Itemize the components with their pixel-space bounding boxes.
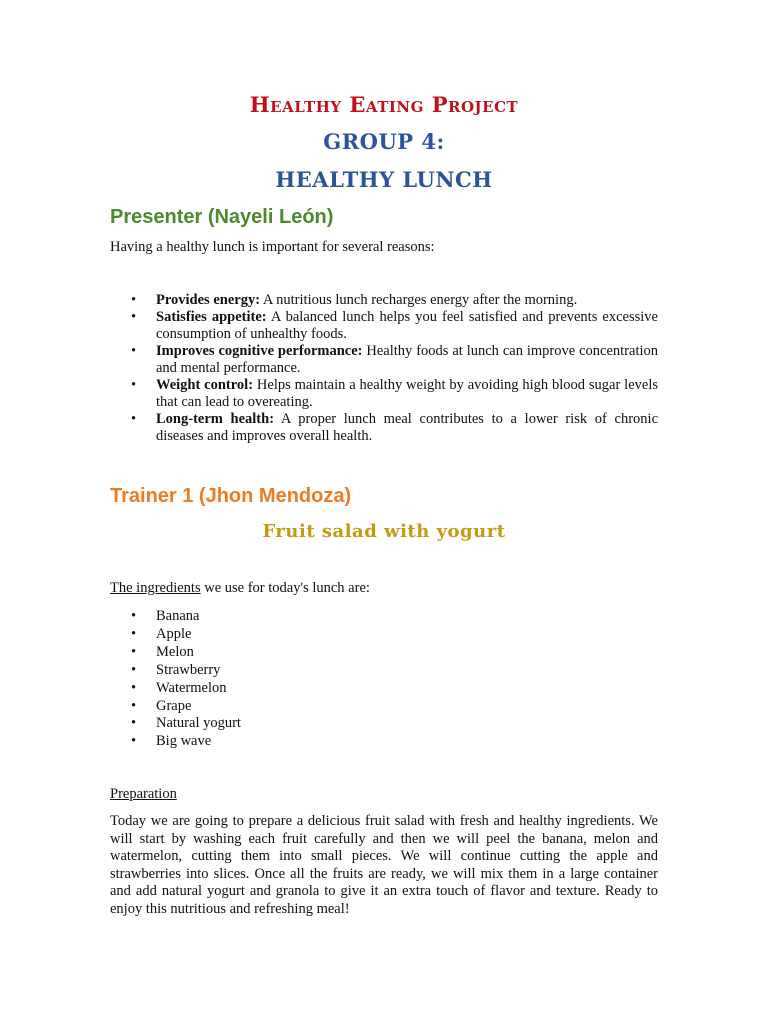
list-item — [110, 343, 658, 377]
bullet-icon: • — [131, 643, 137, 660]
bullet-icon: • — [131, 697, 137, 714]
benefit-term: Long-term health: — [156, 411, 275, 427]
bullet-icon: • — [131, 608, 137, 624]
bullet-icon: • — [131, 411, 137, 427]
dish-title: Fruit salad with yogurt — [262, 521, 506, 542]
bullet-icon: • — [131, 377, 137, 393]
bullet-icon: • — [131, 661, 137, 678]
list-item — [110, 608, 241, 626]
group-title: GROUP 4: — [323, 129, 445, 154]
ingredients-label: The ingredients — [110, 580, 201, 596]
list-item — [110, 680, 241, 698]
project-title: Healthy Eating Project — [249, 92, 519, 117]
preparation-paragraph: Today we are going to prepare a delicious fruit salad with fresh and healthy ingredients. We will start by washing each fruit carefully and then we will peel the banana, melon and watermelon, cutting them into small pieces. We will continue cutting the apple and strawberries into slices. Once all the fruits are ready, we will mix them in a large container and add natural yogurt and granola to give it an extra touch of flavor and texture. Ready to enjoy this nutritious and refreshing meal! — [110, 813, 658, 917]
list-item — [110, 662, 241, 680]
list-item — [110, 698, 241, 716]
list-item — [110, 733, 241, 751]
bullet-icon: • — [131, 292, 137, 308]
ingredient: Grape — [156, 697, 192, 714]
list-item — [110, 644, 241, 662]
ingredient: Natural yogurt — [156, 715, 241, 732]
ingredient: Melon — [156, 643, 194, 660]
ingredient: Big wave — [156, 733, 212, 750]
presenter-heading: Presenter (Nayeli León) — [110, 206, 334, 228]
ingredient: Watermelon — [156, 679, 227, 696]
bullet-icon: • — [131, 679, 137, 696]
benefit-text: Helps maintain a healthy weight by avoiding high blood sugar levels that can lead to overeating. — [156, 377, 658, 410]
bullet-icon: • — [131, 733, 137, 750]
benefit-text: A balanced lunch helps you feel satisfied and prevents excessive consumption of unhealthy foods. — [156, 309, 658, 342]
list-item — [110, 377, 658, 411]
ingredient: Banana — [156, 608, 200, 624]
benefit-text: A nutritious lunch recharges energy after the morning. — [260, 292, 578, 308]
preparation-title: Preparation — [110, 786, 177, 802]
ingredient: Apple — [156, 625, 192, 642]
list-item — [110, 626, 241, 644]
list-item — [110, 309, 658, 343]
list-item — [110, 411, 658, 445]
benefit-term: Satisfies appetite: — [156, 309, 267, 325]
ingredients-intro-text: we use for today's lunch are: — [200, 580, 370, 596]
benefit-term: Improves cognitive performance: — [156, 343, 363, 359]
bullet-icon: • — [131, 625, 137, 642]
benefit-term: Provides energy: — [156, 292, 261, 308]
benefit-term: Weight control: — [156, 377, 254, 393]
bullet-icon: • — [131, 343, 137, 359]
bullet-icon: • — [131, 309, 137, 325]
topic-title: HEALTHY LUNCH — [275, 167, 493, 192]
ingredients-intro — [110, 580, 658, 598]
benefit-text: Healthy foods at lunch can improve concentration and mental performance. — [156, 343, 659, 376]
ingredients-list — [110, 608, 241, 751]
intro-paragraph: Having a healthy lunch is important for several reasons: — [110, 239, 435, 255]
bullet-icon: • — [131, 715, 137, 732]
list-item — [110, 715, 241, 733]
list-item — [110, 292, 658, 309]
benefit-text: A proper lunch meal contributes to a lower risk of chronic diseases and improves overall health. — [156, 411, 659, 444]
benefits-list — [110, 292, 658, 445]
trainer-heading: Trainer 1 (Jhon Mendoza) — [110, 485, 352, 507]
ingredient: Strawberry — [156, 661, 221, 678]
